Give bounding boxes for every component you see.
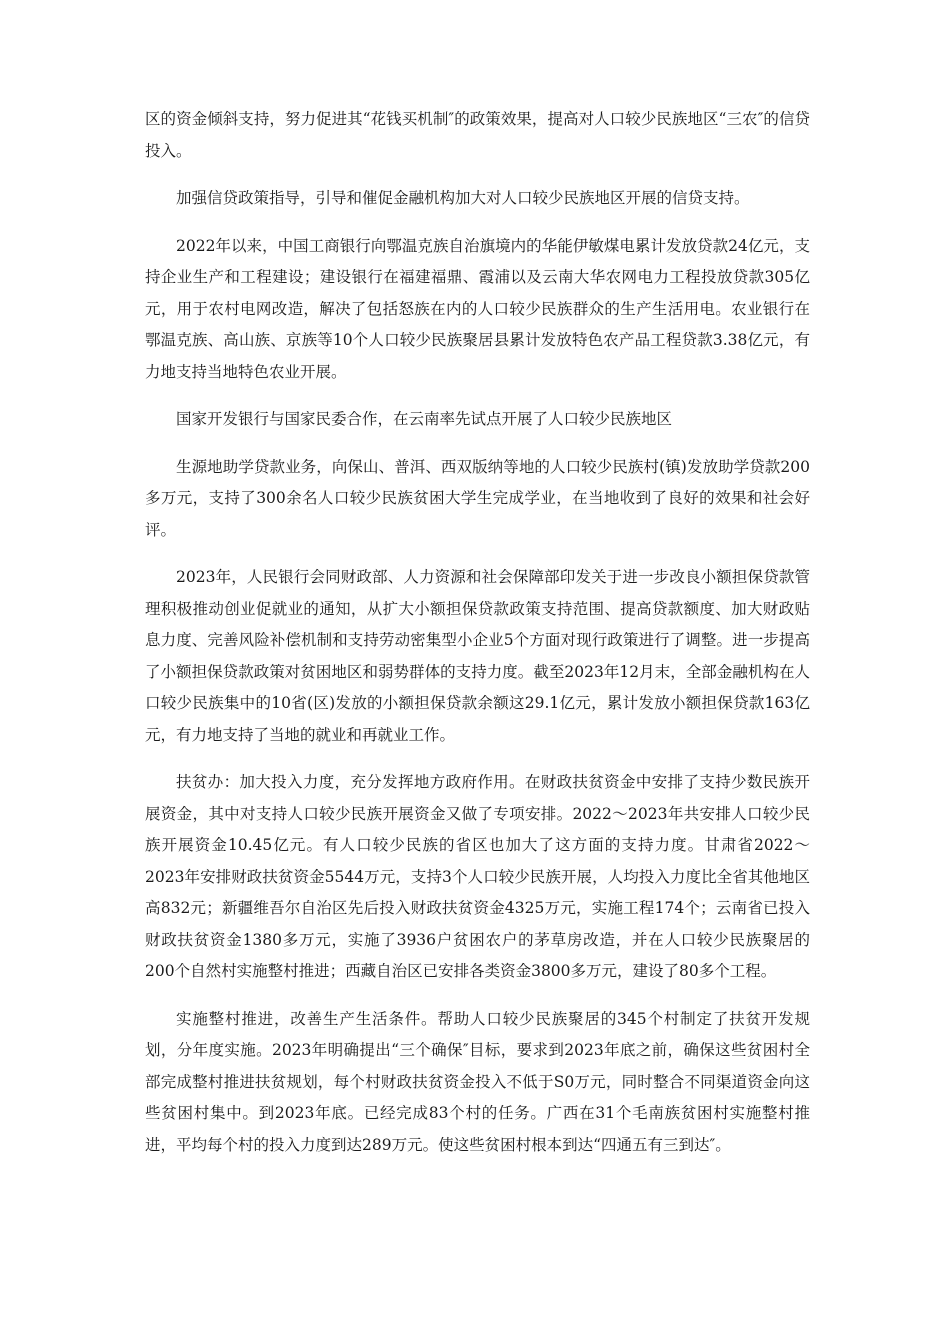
paragraph-poverty-office: 扶贫办：加大投入力度，充分发挥地方政府作用。在财政扶贫资金中安排了支持少数民族开展资金，其中对支持人口较少民族开展资金又做了专项安排。2022～2023年共安排人口较少民族开展资金10.45亿元。有人口较少民族的省区也加大了这方面的支持力度。甘肃省2022～2023年安排财政扶贫资金5544万元，支持3个人口较少民族开展，人均投入力度比全省其他地区高832元；新疆维吾尔自治区先后投入财政扶贫资金4325万元，实施工程174个；云南省已投入财政扶贫资金1380多万元，实施了3936户贫困农户的茅草房改造，并在人口较少民族聚居的200个自然村实施整村推进；西藏自治区已安排各类资金3800多万元，建设了80多个工程。 [145, 773, 810, 980]
paragraph-guarantee-loans: 2023年，人民银行会同财政部、人力资源和社会保障部印发关于进一步改良小额担保贷款管理积极推动创业促就业的通知，从扩大小额担保贷款政策支持范围、提高贷款额度、加大财政贴息力度、完善风险补偿机制和支持劳动密集型小企业5个方面对现行政策进行了调整。进一步提高了小额担保贷款政策对贫困地区和弱势群体的支持力度。截至2023年12月末，全部金融机构在人口较少民族集中的10省(区)发放的小额担保贷款余额这29.1亿元，累计发放小额担保贷款163亿元，有力地支持了当地的就业和再就业工作。 [145, 568, 810, 744]
paragraph-credit-policy: 加强信贷政策指导，引导和催促金融机构加大对人口较少民族地区开展的信贷支持。 [176, 189, 750, 207]
paragraph-development-bank: 国家开发银行与国家民委合作，在云南率先试点开展了人口较少民族地区 [176, 410, 673, 428]
document-body [145, 104, 810, 1177]
paragraph-bank-loans: 2022年以来，中国工商银行向鄂温克族自治旗境内的华能伊敏煤电累计发放贷款24亿元，支持企业生产和工程建设；建设银行在福建福鼎、霞浦以及云南大华农网电力工程投放贷款305亿元，用于农村电网改造，解决了包括怒族在内的人口较少民族群众的生产生活用电。农业银行在鄂温克族、高山族、京族等10个人口较少民族聚居县累计发放特色农产品工程贷款3.38亿元，有力地支持当地特色农业开展。 [145, 236, 810, 381]
paragraph-village-program: 实施整村推进，改善生产生活条件。帮助人口较少民族聚居的345个村制定了扶贫开发规划，分年度实施。2023年明确提出“三个确保″目标，要求到2023年底之前，确保这些贫困村全部完成整村推进扶贫规划，每个村财政扶贫资金投入不低于S0万元，同时整合不同渠道资金向这些贫困村集中。到2023年底。已经完成83个村的任务。广西在31个毛南族贫困村实施整村推进，平均每个村的投入力度到达289万元。使这些贫困村根本到达“四通五有三到达″。 [145, 1009, 810, 1154]
paragraph-continuation: 区的资金倾斜支持，努力促进其“花钱买机制″的政策效果，提高对人口较少民族地区“三农″的信贷投入。 [145, 110, 810, 160]
paragraph-student-loans: 生源地助学贷款业务，向保山、普洱、西双版纳等地的人口较少民族村(镇)发放助学贷款200多万元，支持了300余名人口较少民族贫困大学生完成学业，在当地收到了良好的效果和社会好评。 [145, 457, 810, 539]
